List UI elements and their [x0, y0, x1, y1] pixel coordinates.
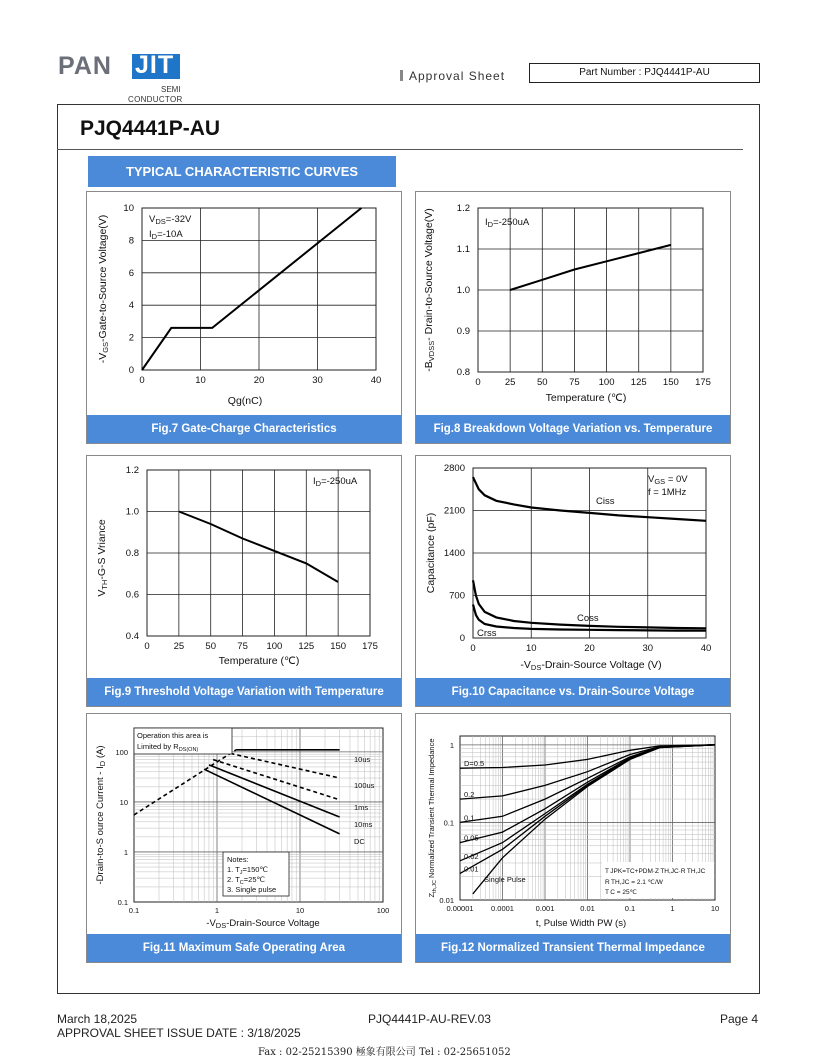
fig12-x-tick: 0.001 [535, 904, 555, 913]
fig8-x-tick: 50 [536, 377, 548, 388]
fig12-x-tick: 0.01 [580, 904, 595, 913]
fig11-x-tick: 0.1 [128, 906, 140, 915]
fig12-single-pulse-label: Single Pulse [484, 875, 526, 884]
fig8-y-tick: 0.9 [456, 326, 470, 337]
fig8-x-tick: 150 [662, 377, 679, 388]
fig8-y-tick: 0.8 [456, 367, 470, 378]
fig12-duty-label: 0.2 [464, 790, 475, 800]
fig9-y-tick: 0.4 [125, 631, 139, 642]
fig10-y-tick: 2800 [443, 463, 465, 474]
fig10-x-tick: 10 [525, 643, 537, 654]
fig9-chart [87, 456, 401, 679]
fig7-x-tick: 0 [139, 375, 145, 386]
fig7-panel [86, 191, 402, 444]
section-heading: TYPICAL CHARACTERISTIC CURVES [88, 156, 396, 187]
footer-date: March 18,2025 [57, 1012, 138, 1026]
fig11-pulse-label: 1ms [354, 802, 369, 812]
fig9-x-tick: 0 [144, 641, 150, 652]
fig10-note-vgs: $V_{GS} = 0V$ [648, 474, 688, 486]
fig11-y-label: -Drain-to-S ource Current - $I_D$ (A) [95, 745, 107, 885]
fig7-chart [87, 192, 401, 416]
fig12-eq1: T JPK=TC+PDM·Z TH,JC·R TH,JC [605, 868, 706, 875]
fig11-limit-line1: Operation this area is [137, 731, 209, 740]
fig9-x-tick: 50 [205, 641, 217, 652]
footer-issue-date: APPROVAL SHEET ISSUE DATE : 3/18/2025 [57, 1026, 301, 1040]
logo-conductor: CONDUCTOR [128, 95, 183, 104]
fig9-caption: Fig.9 Threshold Voltage Variation with Temperature [87, 678, 401, 706]
fig12-y-tick: 0.1 [443, 818, 454, 828]
approval-text: Approval Sheet [409, 69, 506, 83]
fig11-y-tick: 1 [123, 847, 128, 857]
fig7-note-id: $I_D=-10A$ [149, 229, 183, 241]
approval-bar [400, 70, 403, 81]
fig8-caption: Fig.8 Breakdown Voltage Variation vs. Temperature [416, 415, 730, 443]
fig12-y-tick: 1 [449, 740, 454, 750]
fig11-panel [86, 713, 402, 963]
fig10-x-tick: 20 [584, 643, 595, 654]
fig7-y-tick: 2 [128, 332, 134, 344]
approval-sheet-label [400, 69, 505, 83]
fig8-x-tick: 175 [695, 377, 711, 388]
fig10-panel [415, 455, 731, 707]
fig8-x-tick: 25 [504, 377, 516, 388]
fig7-note-vds: $V_{DS}=-32V$ [149, 214, 192, 226]
fig12-duty-label: 0.1 [464, 813, 475, 823]
fig10-x-tick: 30 [642, 643, 654, 654]
fig8-note-id: $I_D=-250uA$ [485, 217, 530, 229]
fig7-x-tick: 20 [253, 375, 265, 386]
fig9-x-tick: 125 [298, 641, 315, 652]
fig12-chart [416, 714, 730, 935]
fig12-x-tick: 10 [710, 904, 720, 913]
fig10-y-tick: 0 [459, 633, 465, 644]
fig11-caption: Fig.11 Maximum Safe Operating Area [87, 934, 401, 962]
fig11-pulse-label: DC [354, 836, 365, 846]
fig8-y-tick: 1.0 [456, 285, 470, 296]
fig9-x-tick: 100 [266, 641, 283, 652]
fig10-x-tick: 0 [470, 643, 476, 654]
fig9-x-tick: 75 [237, 641, 248, 652]
fig11-x-tick: 100 [376, 906, 390, 915]
fig9-note-id: $I_D=-250uA$ [313, 476, 358, 488]
fig12-x-tick: 0.0001 [491, 904, 514, 913]
footer-contact: Fax : 02-25215390 極象有限公司 Tel : 02-25651052 [258, 1047, 511, 1058]
logo-brand: PAN [58, 52, 112, 80]
fig12-duty-label: 0.05 [464, 833, 479, 843]
fig7-x-tick: 10 [195, 375, 206, 386]
fig12-caption: Fig.12 Normalized Transient Thermal Impedance [416, 934, 730, 962]
fig12-panel [415, 713, 731, 963]
fig11-y-tick: 10 [119, 797, 128, 807]
fig10-x-tick: 40 [700, 643, 712, 654]
fig7-x-label: Qg(nC) [227, 395, 263, 407]
fig12-duty-label: D=0.5 [464, 759, 485, 769]
fig8-chart [416, 192, 730, 416]
fig11-limit-line2: Limited by $R_{DS(ON)}$ [137, 742, 199, 753]
fig12-x-label: t, Pulse Width PW (s) [535, 918, 627, 929]
fig8-panel [415, 191, 731, 444]
fig10-label-coss: Coss [577, 613, 599, 624]
fig8-y-tick: 1.2 [456, 203, 470, 214]
fig7-y-tick: 0 [128, 365, 134, 376]
fig7-y-label: -VGS-Gate-to-Source Voltage(V) [97, 214, 110, 364]
fig7-y-tick: 8 [128, 235, 134, 247]
fig10-caption: Fig.10 Capacitance vs. Drain-Source Voltage [416, 678, 730, 706]
fig12-duty-label: 0.01 [464, 864, 479, 874]
fig12-duty-label: 0.02 [464, 851, 479, 861]
fig10-label-crss: Crss [477, 628, 497, 639]
fig11-note1: 1. $T_J=150℃$ [227, 865, 268, 876]
fig7-x-tick: 40 [370, 375, 382, 386]
fig7-caption: Fig.7 Gate-Charge Characteristics [87, 415, 401, 443]
fig9-y-tick: 0.8 [125, 548, 139, 559]
part-number-box: Part Number : PJQ4441P-AU [529, 63, 760, 83]
fig8-x-tick: 100 [598, 377, 615, 388]
fig10-y-tick: 1400 [443, 548, 465, 559]
logo-accent-box [132, 51, 180, 79]
fig11-note2: 2. $T_C=25℃$ [227, 875, 265, 886]
fig11-x-label: $-V_{DS}-Drain$-Source Voltage [206, 918, 320, 930]
logo-semi: SEMI [161, 85, 181, 94]
fig8-x-tick: 0 [475, 377, 481, 388]
document-title: PJQ4441P-AU [80, 117, 221, 140]
fig8-y-label: -BVDSS- Drain-to-Source Voltage(V) [423, 208, 436, 372]
fig9-y-tick: 1.0 [125, 506, 139, 518]
fig10-y-tick: 700 [449, 590, 465, 602]
fig9-y-label: VTH-G-S Vriance [96, 519, 109, 597]
fig7-y-tick: 6 [128, 267, 134, 279]
fig11-pulse-label: 10ms [354, 819, 373, 829]
fig10-x-label: -VDS-Drain-Source Voltage (V) [520, 659, 662, 672]
fig11-y-tick: 0.1 [117, 898, 128, 907]
fig7-x-tick: 30 [312, 375, 323, 386]
fig10-note-freq: f = 1MHz [648, 487, 687, 498]
fig12-x-tick: 1 [670, 904, 675, 913]
fig9-y-tick: 1.2 [125, 465, 139, 476]
fig9-x-tick: 175 [362, 641, 378, 652]
fig11-pulse-label: 10us [354, 754, 371, 764]
fig8-x-label: Temperature (℃) [545, 392, 627, 404]
company-logo [58, 52, 188, 108]
fig10-label-ciss: Ciss [596, 496, 615, 507]
fig11-y-tick: 100 [115, 747, 128, 757]
fig11-x-tick: 1 [214, 906, 220, 915]
fig12-y-label: $Z_{th,JC}$ Normalized Transient Thermal Impedance [427, 738, 438, 898]
fig12-eq2: R TH,JC = 2.1 ℃/W [605, 879, 663, 886]
fig9-x-label: Temperature (℃) [218, 655, 300, 667]
fig8-y-tick: 1.1 [456, 244, 470, 255]
fig12-eq3: T C = 25℃ [605, 889, 637, 896]
fig8-x-tick: 125 [630, 377, 647, 388]
fig11-notes-title: Notes: [227, 855, 249, 864]
fig11-pulse-label: 100us [354, 781, 375, 791]
fig11-x-tick: 10 [295, 906, 305, 915]
fig9-x-tick: 150 [330, 641, 347, 652]
fig11-note3: 3. Single pulse [227, 885, 277, 894]
fig7-y-tick: 10 [123, 203, 134, 214]
fig9-x-tick: 25 [173, 641, 185, 652]
fig10-y-tick: 2100 [443, 505, 465, 517]
footer-revision: PJQ4441P-AU-REV.03 [368, 1012, 491, 1026]
fig9-panel [86, 455, 402, 707]
fig12-x-tick: 0.00001 [446, 904, 474, 913]
fig12-y-tick: 0.01 [439, 896, 454, 905]
fig11-chart [87, 714, 401, 935]
logo-accent: JIT [135, 51, 175, 79]
fig10-y-label: Capacitance (pF) [425, 512, 437, 594]
footer-page: Page 4 [720, 1012, 759, 1026]
title-divider [57, 149, 743, 150]
fig9-y-tick: 0.6 [125, 589, 139, 601]
fig7-y-tick: 4 [128, 300, 134, 312]
fig8-x-tick: 75 [569, 377, 580, 388]
fig12-x-tick: 0.1 [624, 904, 636, 913]
fig10-chart [416, 456, 730, 679]
